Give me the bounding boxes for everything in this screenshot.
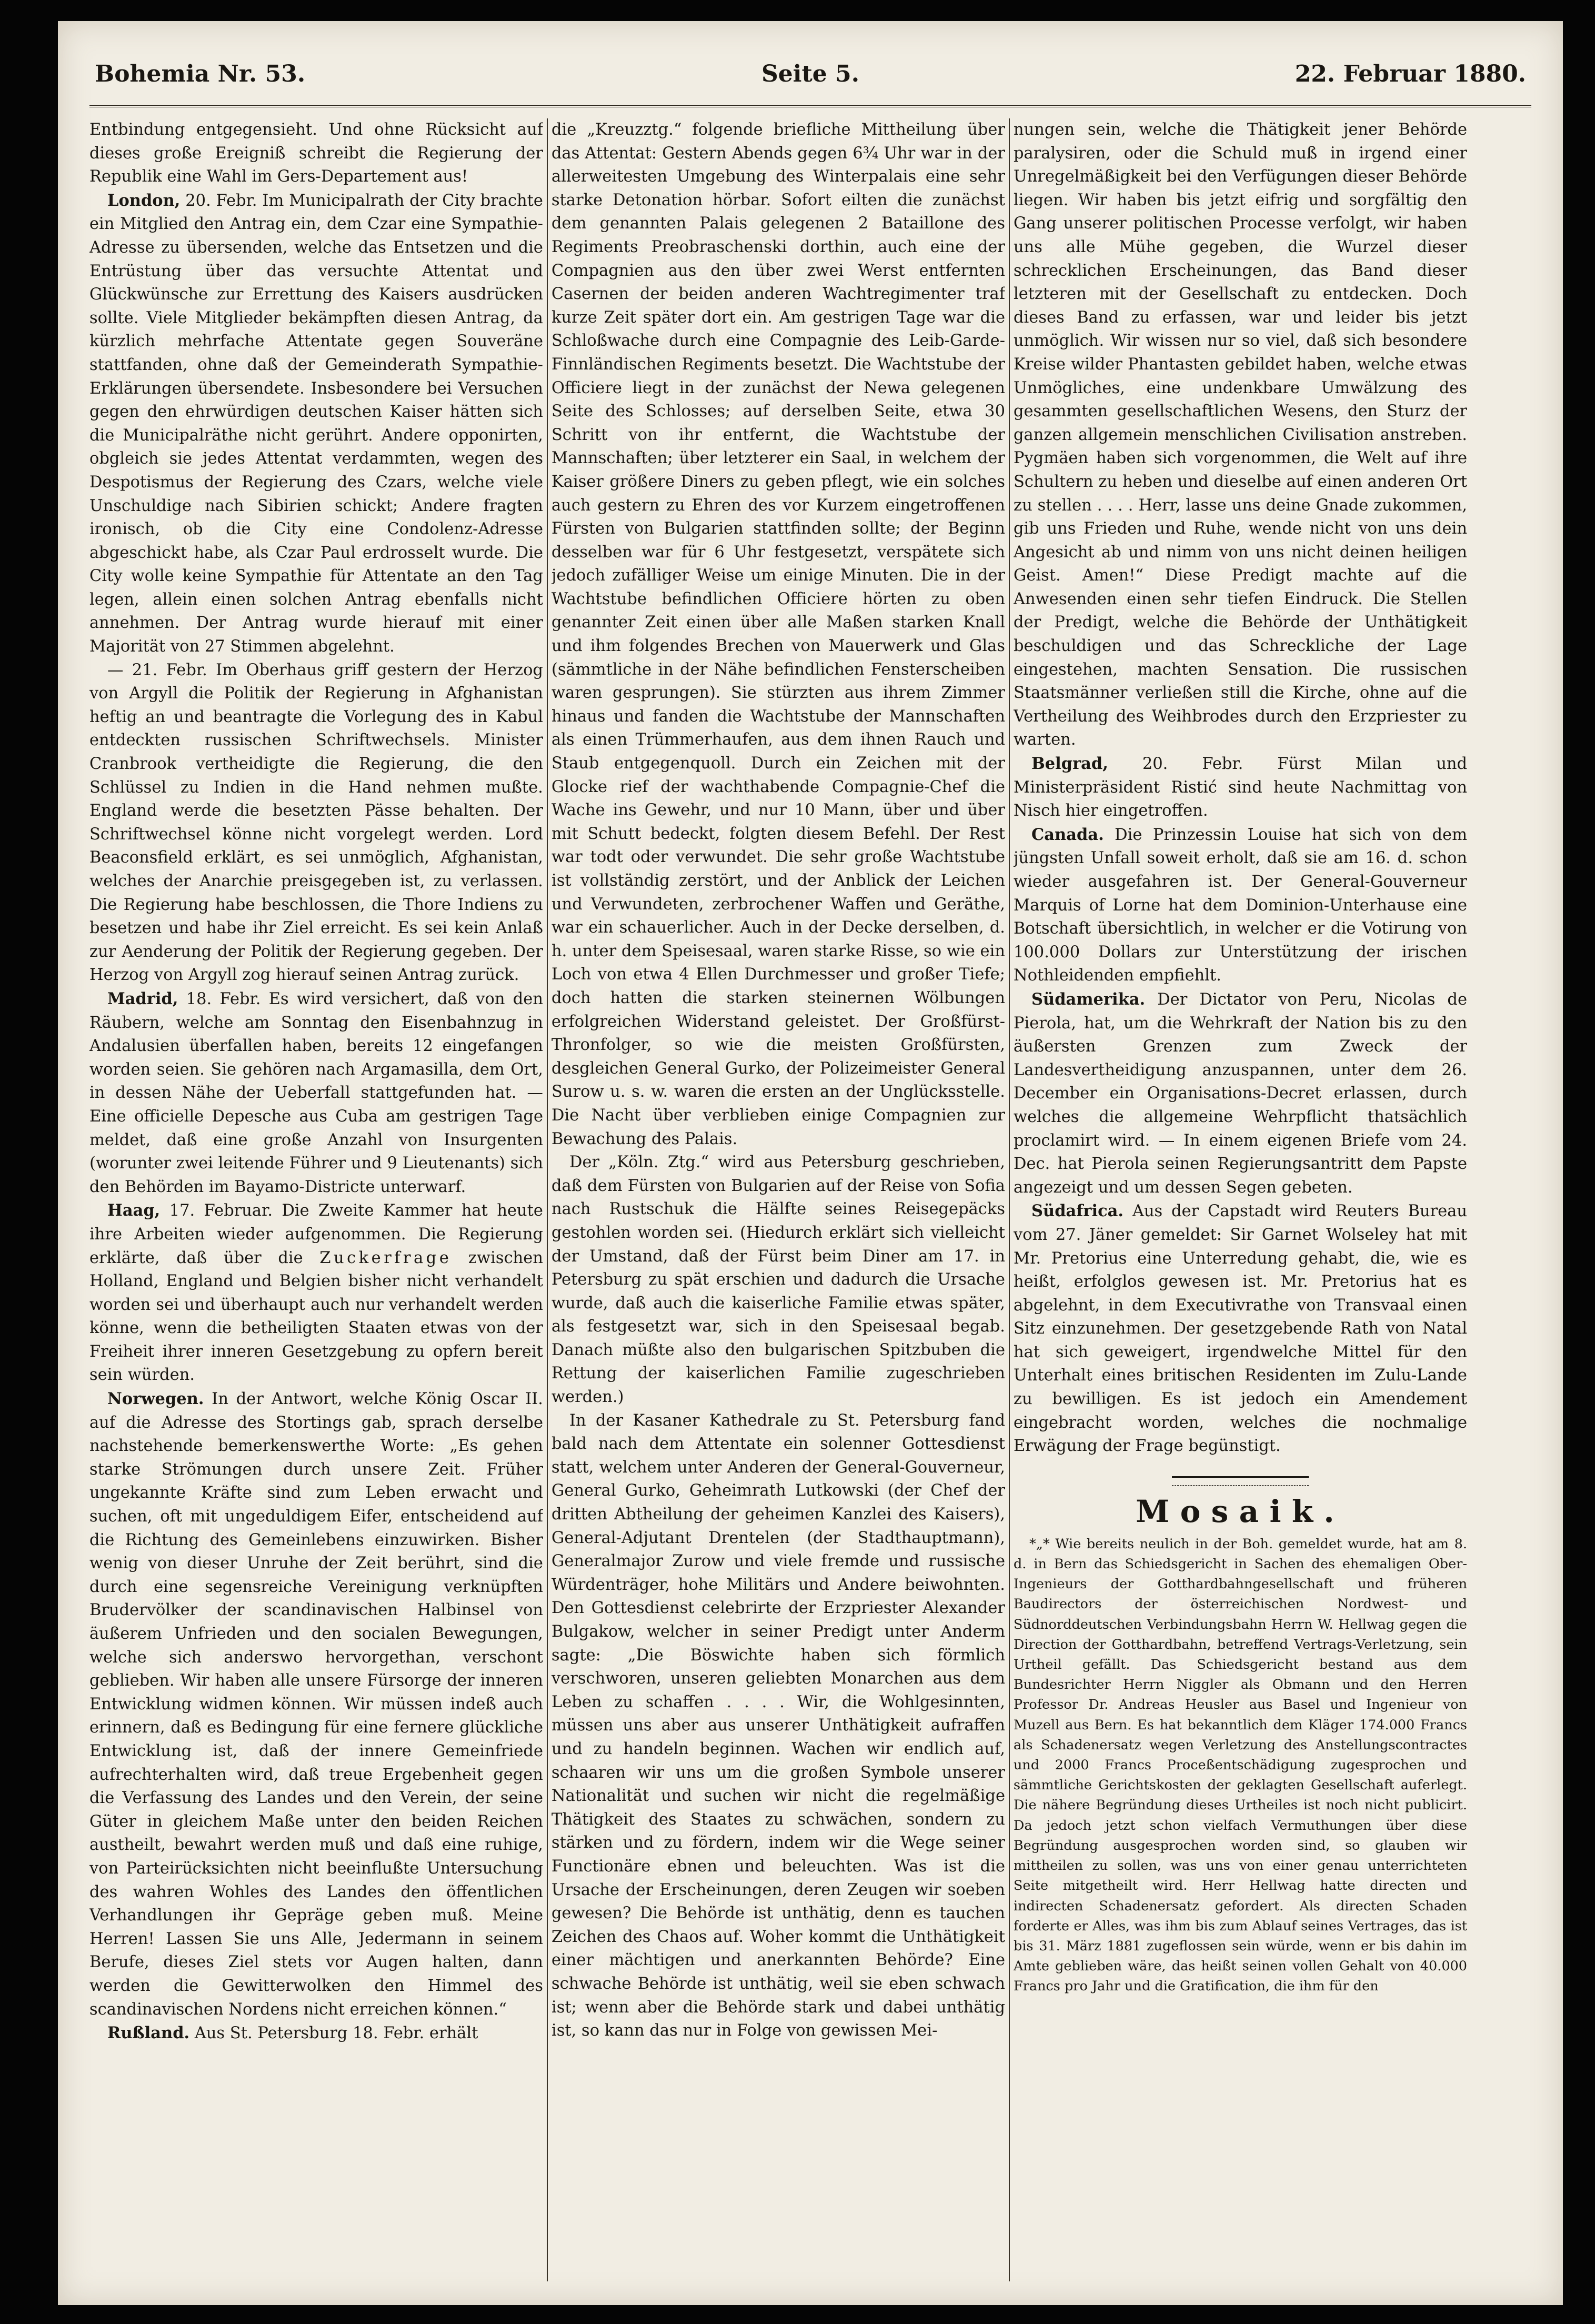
column-divider: [547, 118, 548, 2281]
paragraph-london: [89, 189, 543, 659]
spaced-emphasis: Zuckerfrage: [319, 1248, 452, 1267]
page-header: [95, 50, 1526, 100]
section-heading-mosaik: Mosaik.: [1014, 1476, 1467, 1530]
dateline-place: Rußland.: [107, 2024, 190, 2043]
issue-date: 22. Februar 1880.: [1295, 61, 1526, 87]
paragraph-haag: [89, 1199, 543, 1387]
column-divider: [1009, 118, 1010, 2281]
paragraph-text: Die Prinzessin Louise hat sich von dem jüngsten Unfall soweit erholt, daß sie am 16. d. schon wieder ausgefahren ist. Der General-Gouverneur Marquis of Lorne hat dem Dominion-Unterhause eine Botschaft übersichtlich, in welcher er die Votirung von 100.000 Dollars zur Unterstützung der irischen Nothleidenden empfiehlt.: [1014, 825, 1467, 985]
paragraph-norwegen: [89, 1387, 543, 2021]
column-1: [89, 118, 543, 2281]
paragraph: die „Kreuzztg.“ folgende briefliche Mittheilung über das Attentat: Gestern Abends gegen 6¾ Uhr war in der allerweitesten Umgebung des Winterpalais eine sehr starke Detonation hörbar. Sofort eilten die zunächst dem genannten Palais gelegenen 2 Bataillone des Regiments Preobraschenski dorthin, auch eine der Compagnien aus den über zwei Werst entfernten Casernen der beiden anderen Wachtregimenter traf kurze Zeit später dort ein. Am gestrigen Tage war die Schloßwache durch eine Compagnie des Leib-Garde-Finnländischen Regiments besetzt. Die Wachtstube der Officiere liegt in der zunächst der Newa gelegenen Seite des Schlosses; auf derselben Seite, etwa 30 Schritt von ihr entfernt, die Wachtstube der Mannschaften; über letzterer ein Saal, in welchem der Kaiser größere Diners zu geben pflegt, wie ein solches auch gestern zu Ehren des vor Kurzem eingetroffenen Fürsten von Bulgarien stattfinden sollte; der Beginn desselben war für 6 Uhr festgesetzt, verspätete sich jedoch zufälliger Weise um einige Minuten. Die in der Wachtstube befindlichen Officiere hörten zu oben genannter Zeit einen über alle Maßen starken Knall und ihm folgendes Brechen von Mauerwerk und Glas (sämmtliche in der Nähe befindlichen Fensterscheiben waren gesprungen). Sie stürzten aus ihrem Zimmer hinaus und fanden die Wachtstube der Mannschaften als einen Trümmerhaufen, aus dem ihnen Rauch und Staub entgegenquoll. Durch ein Zeichen mit der Glocke rief der wachthabende Compagnie-Chef die Wache ins Gewehr, und nur 10 Mann, über und über mit Schutt bedeckt, folgten diesem Befehl. Der Rest war todt oder verwundet. Die sehr große Wachtstube ist vollständig zerstört, und der Anblick der Leichen und Verwundeten, zerbrochener Waffen und Geräthe, war ein schauerlicher. Auch in der Decke derselben, d. h. unter dem Speisesaal, waren starke Risse, so wie ein Loch von etwa 4 Ellen Durchmesser und großer Tiefe; doch hatten die starken steinernen Wölbungen erfolgreichen Widerstand geleistet. Der Großfürst-Thronfolger, so wie die meisten Großfürsten, desgleichen General Gurko, der Polizeimeister General Surow u. s. w. waren die ersten an der Unglücksstelle. Die Nacht über verblieben einige Compagnien zur Bewachung des Palais.: [551, 121, 1005, 1148]
paragraph-belgrad: [1014, 752, 1467, 823]
dateline-place: London,: [107, 191, 180, 210]
dateline-place: Südafrica.: [1031, 1201, 1124, 1221]
paragraph: nungen sein, welche die Thätigkeit jener Behörde paralysiren, oder die Schuld muß in irgend einer Unregelmäßigkeit bei den Verfügungen dieser Behörde liegen. Wir haben bis jetzt eifrig und sorgfältig den Gang unserer politischen Processe verfolgt, wir haben uns alle Mühe gegeben, die Wurzel dieser schrecklichen Erscheinungen, das Band dieser letzteren mit der Gesellschaft zu entdecken. Doch dieses Band zu erfassen, war und leider bis jetzt unmöglich. Wir wissen nur so viel, daß sich besondere Kreise wilder Phantasten gebildet haben, welche etwas Unmögliches, eine undenkbare Umwälzung des gesammten gesellschaftlichen Wesens, den Sturz der ganzen allgemein menschlichen Civilisation anstreben. Pygmäen haben sich vorgenommen, die Welt auf ihre Schultern zu heben und dieselbe auf einen anderen Ort zu stellen . . . . Herr, lasse uns deine Gnade zukommen, gib uns Frieden und Ruhe, wende nicht von uns dein Angesicht ab und nimm von uns nicht deinen heiligen Geist. Amen!“ Diese Predigt machte auf die Anwesenden einen sehr tiefen Eindruck. Die Stellen der Predigt, welche die Behörde der Unthätigkeit beschuldigen und das Schreckliche der Lage eingestehen, machten Sensation. Die russischen Staatsmänner verließen still die Kirche, ohne auf die Vertheilung des Weihbrodes durch den Erzpriester zu warten.: [1014, 121, 1467, 749]
paragraph-text: In der Antwort, welche König Oscar II. auf die Adresse des Stortings gab, sprach derselbe nachstehende bemerkenswerthe Worte: „Es gehen starke Strömungen durch unsere Zeit. Früher ungekannte Kräfte sind zum Leben erwacht und suchen, oft mit ungeduldigem Eifer, entscheidend auf die Richtung des Gemeinlebens einzuwirken. Bisher wenig von dieser Unruhe der Zeit berührt, sind die durch eine segensreiche Vereinigung verknüpften Brudervölker der scandinavischen Halbinsel von äußerem Unfrieden und den socialen Bewegungen, welche sich anderswo hervorgethan, verschont geblieben. Wir haben alle unsere Fürsorge der inneren Entwicklung widmen können. Wir müssen indeß auch erinnern, daß es Bedingung für eine fernere glückliche Entwicklung ist, daß der innere Gemeinfriede aufrechterhalten wird, daß treue Ergebenheit gegen die Verfassung des Landes und den Verein, der seine Güter in gleichem Maße unter den beiden Reichen austheilt, bewahrt werden muß und daß eine ruhige, von Parteirücksichten nicht beeinflußte Untersuchung des wahren Wohles des Landes den öffentlichen Verhandlungen ihr Gepräge geben muß. Meine Herren! Lassen Sie uns Alle, Jedermann in seinem Berufe, dieses Ziel stets vor Augen halten, dann werden die Gewitterwolken den Himmel des scandinavischen Nordens nicht erreichen können.“: [89, 1390, 543, 2019]
dateline-place: Südamerika.: [1031, 989, 1146, 1009]
paragraph-text: 20. Febr. Im Municipalrath der City brachte ein Mitglied den Antrag ein, dem Czar eine Sympathie-Adresse zu übersenden, welche das Entsetzen und die Entrüstung über das versuchte Attentat und Glückwünsche zur Errettung des Kaisers ausdrücken sollte. Viele Mitglieder bekämpften diesen Antrag, da kürzlich mehrfache Attentate gegen Souveräne stattfanden, ohne daß der Gemeinderath Sympathie-Erklärungen übersendete. Insbesondere bei Versuchen gegen den ehrwürdigen deutschen Kaiser hätten sich die Municipalräthe nicht gerührt. Andere opponirten, obgleich sie jedes Attentat verdammten, wegen des Despotismus der Regierung des Czars, welche viele Unschuldige nach Sibirien schickt; Andere fragten ironisch, ob die City eine Condolenz-Adresse abgeschickt habe, als Czar Paul erdrosselt wurde. Die City wolle keine Sympathie für Attentate an den Tag legen, allein einen solchen Antrag ebenfalls nicht annehmen. Der Antrag wurde hierauf mit einer Majorität von 27 Stimmen abgelehnt.: [89, 191, 543, 656]
newspaper-page: [58, 21, 1563, 2305]
paragraph-canada: [1014, 823, 1467, 988]
dateline-place: Norwegen.: [107, 1389, 204, 1409]
paragraph: In der Kasaner Kathedrale zu St. Petersburg fand bald nach dem Attentate ein solenner Gottesdienst statt, welchem unter Anderen der General-Gouverneur, General Gurko, Geheimrath Lutkowski (der Chef der dritten Abtheilung der geheimen Kanzlei des Kaisers), General-Adjutant Drentelen (der Stadthauptmann), Generalmajor Zurow und viele fremde und russische Würdenträger, hohe Militärs und Andere beiwohnten. Den Gottesdienst celebrirte der Erzpriester Alexander Bulgakow, welcher in seiner Predigt unter Anderm sagte: „Die Böswichte haben sich förmlich verschworen, unseren geliebten Monarchen aus dem Leben zu schaffen . . . . Wir, die Wohlgesinnten, müssen uns aber aus unserer Unthätigkeit aufraffen und zu handeln beginnen. Wachen wir endlich auf, schaaren wir uns um die großen Symbole unserer Nationalität und suchen wir nicht die regelmäßige Thätigkeit des Staates zu schwächen, sondern zu stärken und zu fördern, indem wir die Wege seiner Functionäre ebnen und beleuchten. Was ist die Ursache der Erscheinungen, deren Zeugen wir soeben gewesen? Die Behörde ist unthätig, denn es tauchen Zeichen des Chaos auf. Woher kommt die Unthätigkeit einer mächtigen und anerkannten Behörde? Eine schwache Behörde ist unthätig, weil sie eben schwach ist; wenn aber die Behörde stark und dabei unthätig ist, so kann das nur in Folge von gewissen Mei-: [551, 1411, 1005, 2040]
issue-number: Bohemia Nr. 53.: [95, 61, 306, 87]
column-2: [551, 118, 1005, 2281]
paragraph-suedafrica: [1014, 1199, 1467, 1458]
paragraph-text: Aus St. Petersburg 18. Febr. erhält: [194, 2024, 478, 2043]
mosaik-section: [1014, 1534, 1467, 1997]
paragraph-text: Der Dictator von Peru, Nicolas de Pierola, hat, um die Wehrkraft der Nation bis zu den äußersten Grenzen zum Zweck der Landesvertheidigung anzuspannen, unter dem 26. December ein Organisations-Decret erlassen, durch welches die allgemeine Wehrpflicht thatsächlich proclamirt wird. — In einem eigenen Briefe vom 24. Dec. hat Pierola seinen Regierungsantritt dem Papste angezeigt und um dessen Segen gebeten.: [1014, 990, 1467, 1197]
dateline-place: Belgrad,: [1031, 754, 1108, 774]
paragraph: *„* Wie bereits neulich in der Boh. gemeldet wurde, hat am 8. d. in Bern das Schiedsgericht in Sachen des ehemaligen Ober-Ingenieurs der Gotthardbahngesellschaft und früheren Baudirectors der österreichischen Nordwest- und Südnorddeutschen Verbindungsbahn Herrn W. Hellwag gegen die Direction der Gotthardbahn, betreffend Vertrags-Verletzung, sein Urtheil gefällt. Das Schiedsgericht bestand aus dem Bundesrichter Herrn Niggler als Obmann und den Herren Professor Dr. Andreas Heusler aus Basel und Ingenieur von Muzell aus Bern. Es hat bekanntlich dem Kläger 174.000 Francs als Schadenersatz wegen Verletzung des Anstellungscontractes und 2000 Francs Proceßentschädigung zugesprochen und sämmtliche Gerichtskosten der geklagten Gesellschaft auferlegt. Die nähere Begründung dieses Urtheiles ist noch nicht publicirt. Da jedoch jetzt schon vielfach Vermuthungen über diese Begründung ausgesprochen worden sind, so glauben wir mittheilen zu sollen, was uns von einer genau unterrichteten Seite mitgetheilt wird. Herr Hellwag hatte directen und indirecten Schadenersatz gefordert. Als directen Schaden forderte er Alles, was ihm bis zum Ablauf seines Vertrages, das ist bis 31. März 1881 zugeflossen sein würde, wenn er bis dahin im Amte geblieben wäre, das heißt seinen vollen Gehalt von 40.000 Francs pro Jahr und die Gratification, die ihm für den: [1014, 1536, 1467, 1995]
paragraph-madrid: [89, 987, 543, 1199]
paragraph-text: Aus der Capstadt wird Reuters Bureau vom 27. Jäner gemeldet: Sir Garnet Wolseley hat mit Mr. Pretorius eine Unterredung gehabt, die, wie es heißt, erfolglos gewesen ist. Mr. Pretorius hat es abgelehnt, in dem Executivrathe von Transvaal einen Sitz einzunehmen. Der gesetzgebende Rath von Natal hat sich geweigert, irgendwelche Mittel für den Unterhalt eines britischen Residenten im Zulu-Lande zu bewilligen. Es ist jedoch ein Amendement eingebracht worden, welches die nochmalige Erwägung der Frage begünstigt.: [1014, 1202, 1467, 1456]
paragraph: Der „Köln. Ztg.“ wird aus Petersburg geschrieben, daß dem Fürsten von Bulgarien auf der Reise von Sofia nach Rustschuk die Hälfte seines Reisegepäcks gestohlen worden sei. (Hiedurch erklärt sich vielleicht der Umstand, daß der Fürst beim Diner am 17. in Petersburg zu spät erschien und dadurch die Ursache wurde, daß auch die kaiserliche Familie etwas später, als festgesetzt war, sich in den Speisesaal begab. Danach müßte also den bulgarischen Spitzbuben die Rettung der kaiserlichen Familie zugeschrieben werden.): [551, 1153, 1005, 1407]
paragraph-text: 18. Febr. Es wird versichert, daß von den Räubern, welche am Sonntag den Eisenbahnzug in Andalusien überfallen haben, bereits 12 eingefangen worden seien. Sie gehören nach Argamasilla, dem Ort, in dessen Nähe der Ueberfall stattgefunden hat. — Eine officielle Depesche aus Cuba am gestrigen Tage meldet, daß eine große Anzahl von Insurgenten (worunter zwei leitende Führer und 9 Lieutenants) sich den Behörden im Bayamo-Districte unterwarf.: [89, 989, 543, 1196]
page-number: Seite 5.: [761, 61, 860, 87]
paragraph: — 21. Febr. Im Oberhaus griff gestern der Herzog von Argyll die Politik der Regierung in Afghanistan heftig an und beantragte die Vorlegung des in Kabul entdeckten russischen Schriftwechsels. Minister Cranbrook vertheidigte die Regierung, die den Schlüssel zu Indien in die Hand nehmen mußte. England werde die besetzten Pässe behalten. Der Schriftwechsel könne nicht vorgelegt werden. Lord Beaconsfield erklärt, es sei unmöglich, Afghanistan, welches der Anarchie preisgegeben ist, zu verlassen. Die Regierung habe beschlossen, die Thore Indiens zu besetzen und habe ihr Ziel erreicht. Es sei kein Anlaß zur Aenderung der Politik der Regierung gegeben. Der Herzog von Argyll zog hierauf seinen Antrag zurück.: [89, 660, 543, 985]
paragraph-russland: [89, 2021, 543, 2046]
column-3: [1014, 118, 1467, 2281]
paragraph: Entbindung entgegensieht. Und ohne Rücksicht auf dieses große Ereigniß schreibt die Regierung der Republik eine Wahl im Gers-Departement aus!: [89, 121, 543, 186]
dateline-place: Madrid,: [107, 989, 178, 1008]
dateline-place: Haag,: [107, 1201, 160, 1220]
dateline-place: Canada.: [1031, 825, 1104, 844]
paragraph-text: 17. Februar. Die Zweite Kammer hat heute ihre Arbeiten wieder aufgenommen. Die Regierung erklärte, daß über die: [89, 1201, 543, 1267]
paragraph-text: 20. Febr. Fürst Milan und Ministerpräsident Ristić sind heute Nachmittag von Nisch hier eingetroffen.: [1014, 755, 1467, 820]
paragraph-text: zwischen Holland, England und Belgien bisher nicht verhandelt worden sei und überhaupt auch nur verhandelt werden könne, wenn die betheiligten Staaten etwas von der Freiheit ihrer inneren Gesetzgebung zu opfern bereit sein würden.: [89, 1248, 543, 1385]
paragraph-suedamerika: [1014, 988, 1467, 1199]
header-rule: [89, 105, 1531, 107]
